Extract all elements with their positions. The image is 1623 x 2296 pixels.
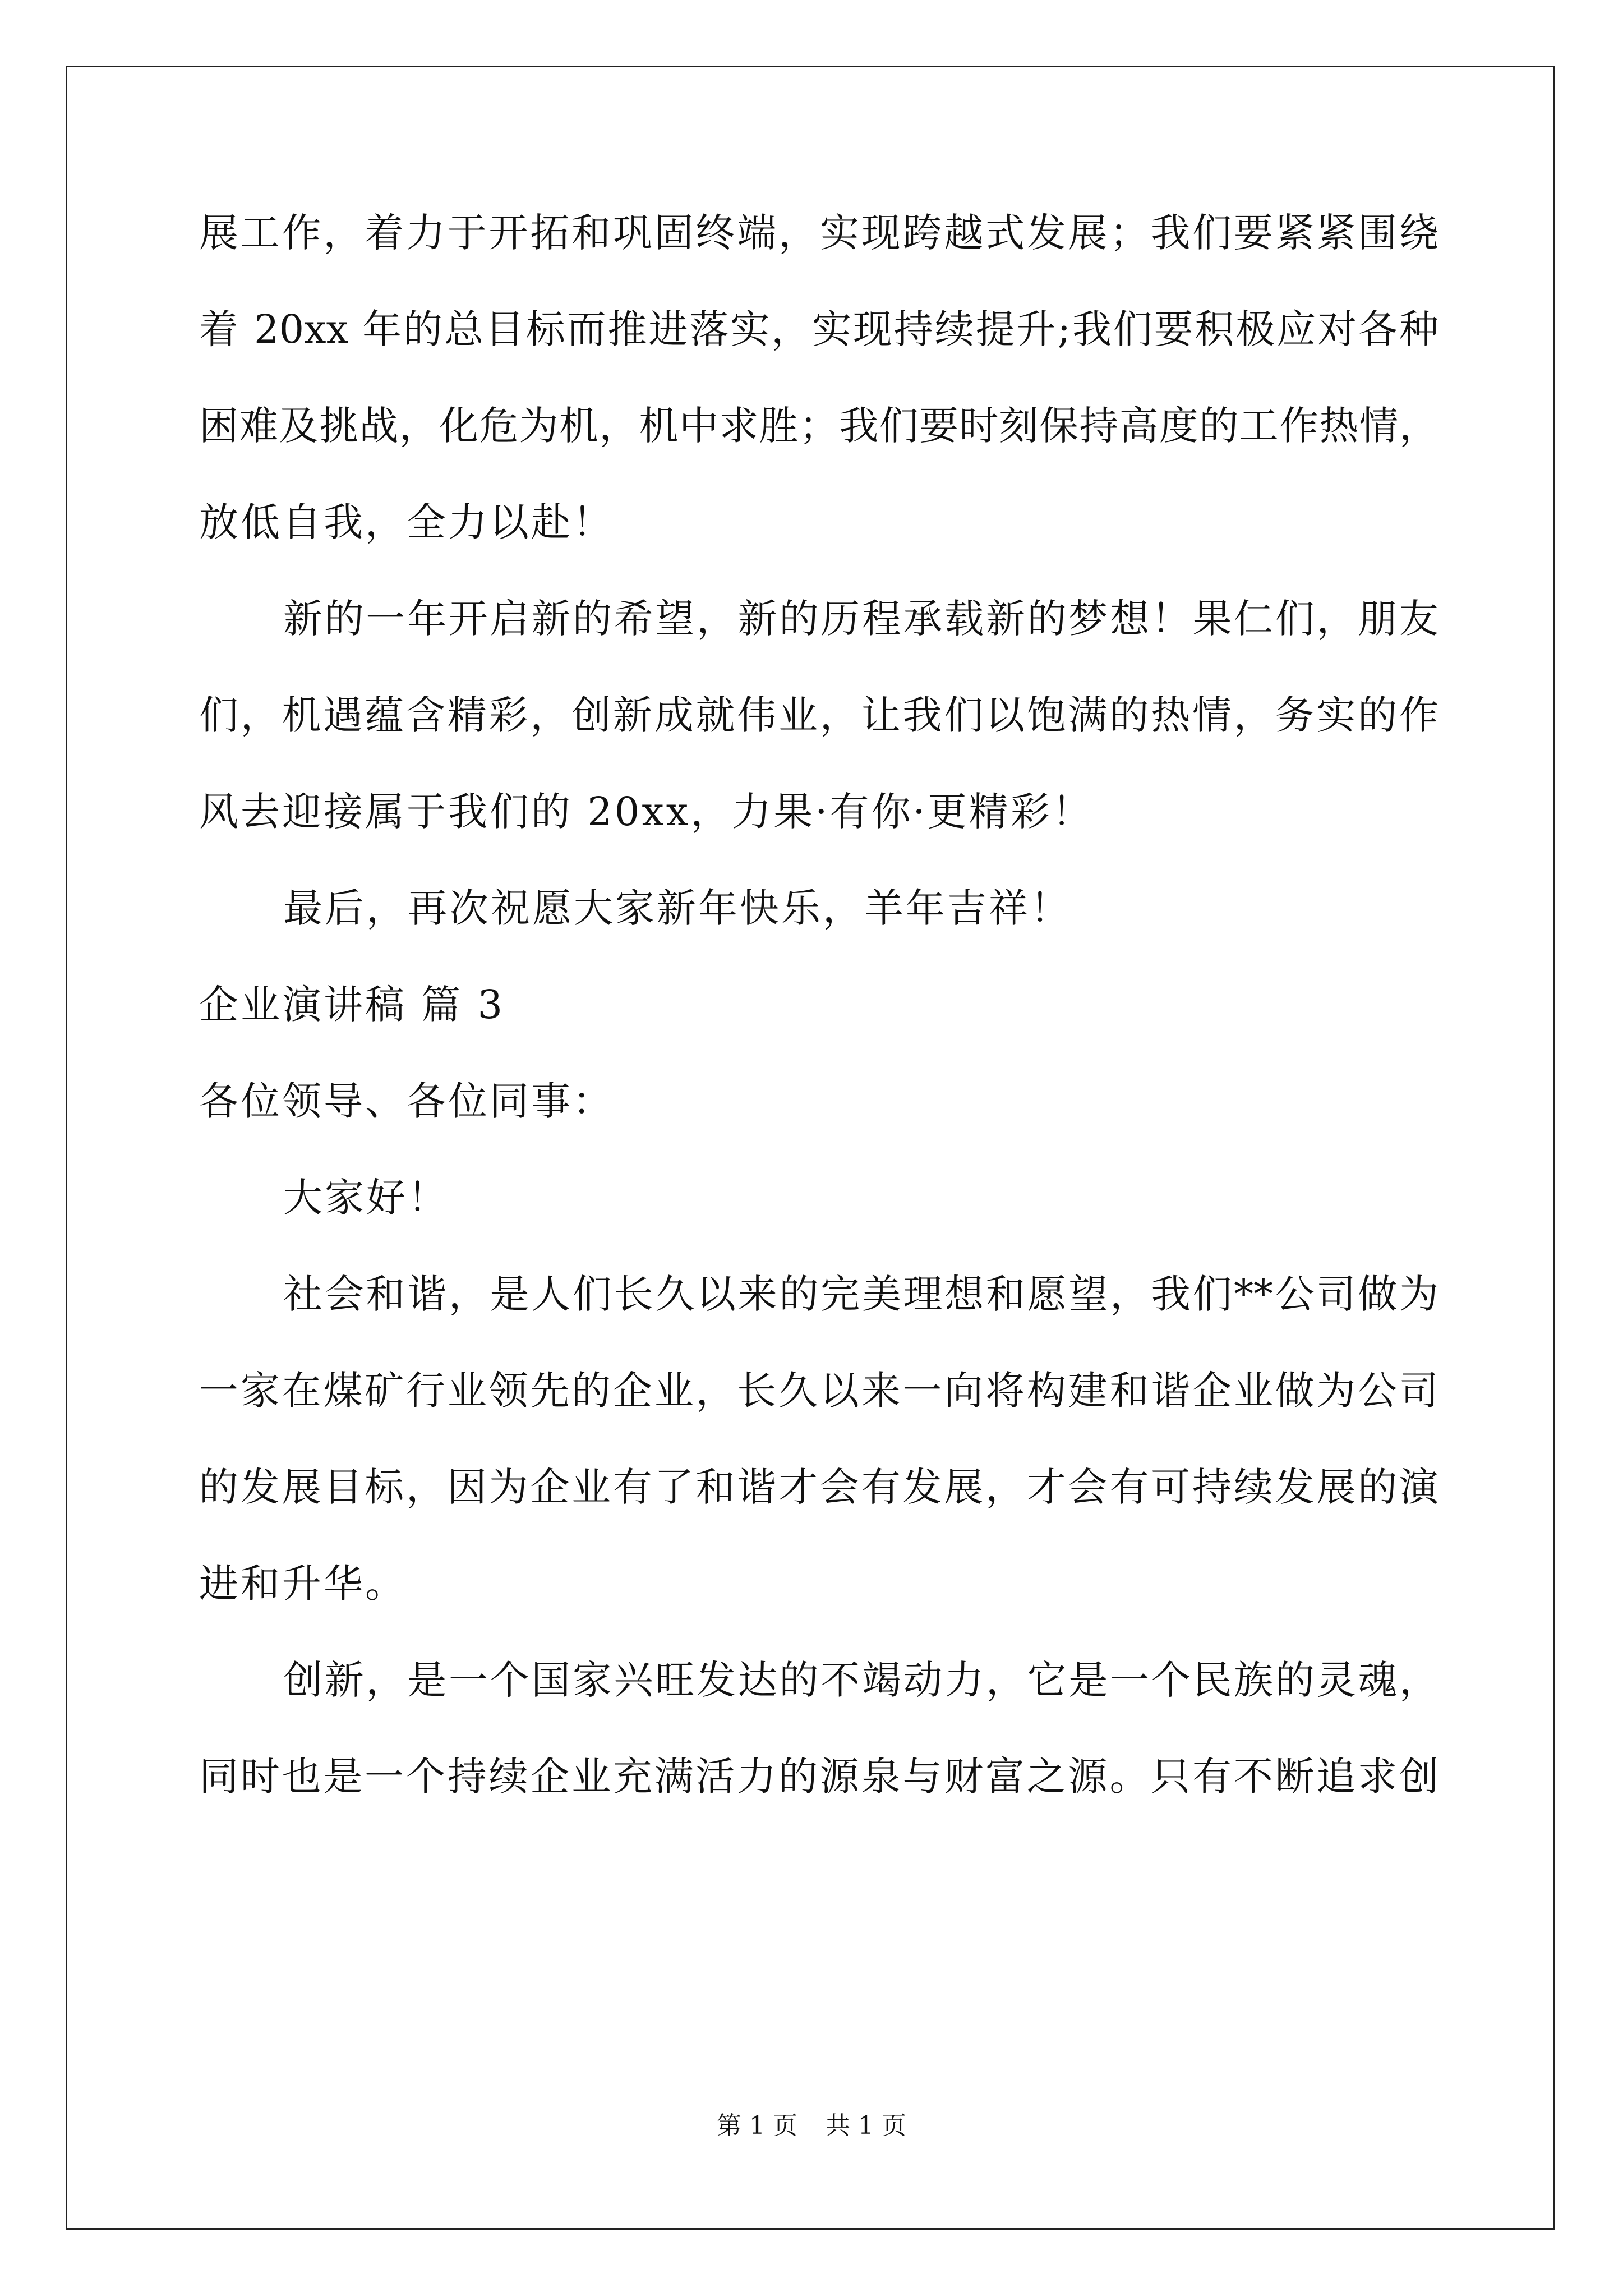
greeting: 大家好！ xyxy=(283,1175,449,1221)
body-line: 的发展目标，因为企业有了和谐才会有发展，才会有可持续发展的演 xyxy=(199,1464,1438,1510)
body-line: 新的一年开启新的希望，新的历程承载新的梦想！果仁们，朋友 xyxy=(283,596,1438,642)
body-line: 着 20xx 年的总目标而推进落实，实现持续提升;我们要积极应对各种 xyxy=(199,306,1438,352)
page-border xyxy=(66,66,1555,2230)
body-line: 一家在煤矿行业领先的企业，长久以来一向将构建和谐企业做为公司 xyxy=(199,1368,1438,1414)
body-line: 社会和谐，是人们长久以来的完美理想和愿望，我们**公司做为 xyxy=(283,1271,1438,1317)
body-line: 困难及挑战，化危为机，机中求胜；我们要时刻保持高度的工作热情， xyxy=(199,403,1438,449)
body-line: 风去迎接属于我们的 20xx，力果·有你·更精彩！ xyxy=(199,789,1094,835)
page-number: 第 1 页 xyxy=(717,2111,797,2140)
body-line: 最后，再次祝愿大家新年快乐，羊年吉祥！ xyxy=(283,885,1072,931)
body-line: 同时也是一个持续企业充满活力的源泉与财富之源。只有不断追求创 xyxy=(199,1754,1438,1800)
body-line: 们，机遇蕴含精彩，创新成就伟业，让我们以饱满的热情，务实的作 xyxy=(199,692,1438,738)
body-line: 展工作，着力于开拓和巩固终端，实现跨越式发展；我们要紧紧围绕 xyxy=(199,210,1438,256)
page-total: 共 1 页 xyxy=(826,2111,906,2140)
section-heading: 企业演讲稿 篇 3 xyxy=(199,982,505,1028)
page-footer xyxy=(0,2109,1623,2143)
salutation: 各位领导、各位同事： xyxy=(199,1078,614,1124)
body-line: 放低自我，全力以赴！ xyxy=(199,499,614,545)
body-line: 进和升华。 xyxy=(199,1561,407,1607)
body-line: 创新，是一个国家兴旺发达的不竭动力，它是一个民族的灵魂， xyxy=(283,1657,1438,1703)
